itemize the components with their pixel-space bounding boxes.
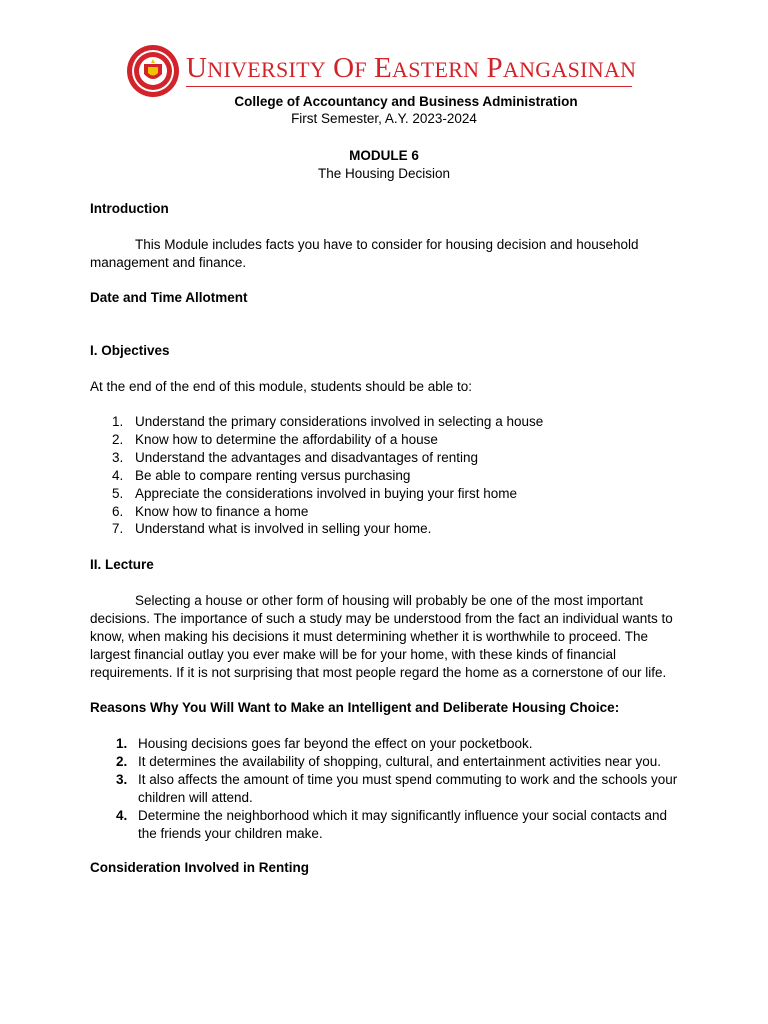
- list-number: 5.: [112, 485, 124, 501]
- objectives-heading: I. Objectives: [90, 343, 170, 358]
- module-title: The Housing Decision: [317, 166, 451, 181]
- list-text: It determines the availability of shopping, cultural, and entertainment activities near you.: [138, 754, 662, 769]
- introduction-text: This Module includes facts you have to consider for housing decision and household management and finance.: [90, 237, 639, 270]
- list-item: [90, 771, 680, 807]
- college-name: College of Accountancy and Business Administration: [234, 94, 578, 109]
- list-text: Determine the neighborhood which it may significantly influence your social contacts and the friends your children make.: [138, 808, 668, 841]
- list-number: 6.: [112, 503, 124, 519]
- list-number: 7.: [112, 521, 124, 537]
- list-text: Appreciate the considerations involved in buying your first home: [135, 485, 517, 501]
- objectives-lead: At the end of the end of this module, students should be able to:: [90, 379, 473, 394]
- list-number: 4.: [116, 808, 128, 823]
- objectives-list: [90, 413, 543, 538]
- university-name: UNIVERSITY OF EASTERN PANGASINAN: [186, 52, 637, 84]
- list-number: 1.: [112, 414, 124, 429]
- list-text: It also affects the amount of time you must spend commuting to work and the schools your children will attend.: [138, 772, 678, 805]
- list-item: [90, 485, 543, 503]
- semester-line: First Semester, A.Y. 2023-2024: [291, 111, 477, 126]
- list-text: Understand the primary considerations involved in selecting a house: [135, 414, 544, 429]
- reasons-list: [90, 735, 680, 843]
- list-number: 2.: [112, 431, 124, 447]
- lecture-heading: II. Lecture: [90, 557, 154, 572]
- list-item: [90, 753, 680, 771]
- allotment-heading: Date and Time Allotment: [90, 290, 248, 305]
- list-item: [90, 735, 680, 753]
- list-item: [90, 503, 543, 521]
- module-number: MODULE 6: [349, 148, 419, 163]
- reasons-heading: Reasons Why You Will Want to Make an Intelligent and Deliberate Housing Choice:: [90, 700, 620, 715]
- list-text: Know how to finance a home: [135, 503, 309, 519]
- list-number: 2.: [116, 754, 128, 769]
- list-text: Understand what is involved in selling your home.: [135, 521, 432, 537]
- list-text: Housing decisions goes far beyond the effect on your pocketbook.: [138, 736, 533, 751]
- list-item: [90, 467, 543, 485]
- list-item: [90, 520, 543, 538]
- list-number: 3.: [116, 772, 128, 787]
- renting-heading: Consideration Involved in Renting: [90, 860, 310, 875]
- list-item: [90, 431, 543, 449]
- list-text: Know how to determine the affordability of a house: [135, 431, 438, 447]
- list-number: 3.: [112, 449, 124, 465]
- list-number: 4.: [112, 467, 124, 483]
- lecture-text: Selecting a house or other form of housing will probably be one of the most important decisions. The importance of such a study may be understood from the fact an individual wants to know, when making his decisions it must determining whether it is worthwhile to proceed. The largest financial outlay you ever make will be for your home, with these kinds of financial requirements. If it is not surprising that most people regard the home as a cornerstone of our life.: [90, 593, 673, 680]
- university-seal-icon: [126, 44, 180, 98]
- list-text: Understand the advantages and disadvantages of renting: [135, 449, 478, 465]
- list-item: [90, 807, 680, 843]
- list-item: [90, 413, 543, 431]
- introduction-heading: Introduction: [90, 201, 169, 216]
- header-rule: [186, 86, 632, 87]
- list-number: 1.: [116, 736, 128, 751]
- university-header: [126, 40, 646, 98]
- list-text: Be able to compare renting versus purchasing: [135, 467, 411, 483]
- list-item: [90, 449, 543, 467]
